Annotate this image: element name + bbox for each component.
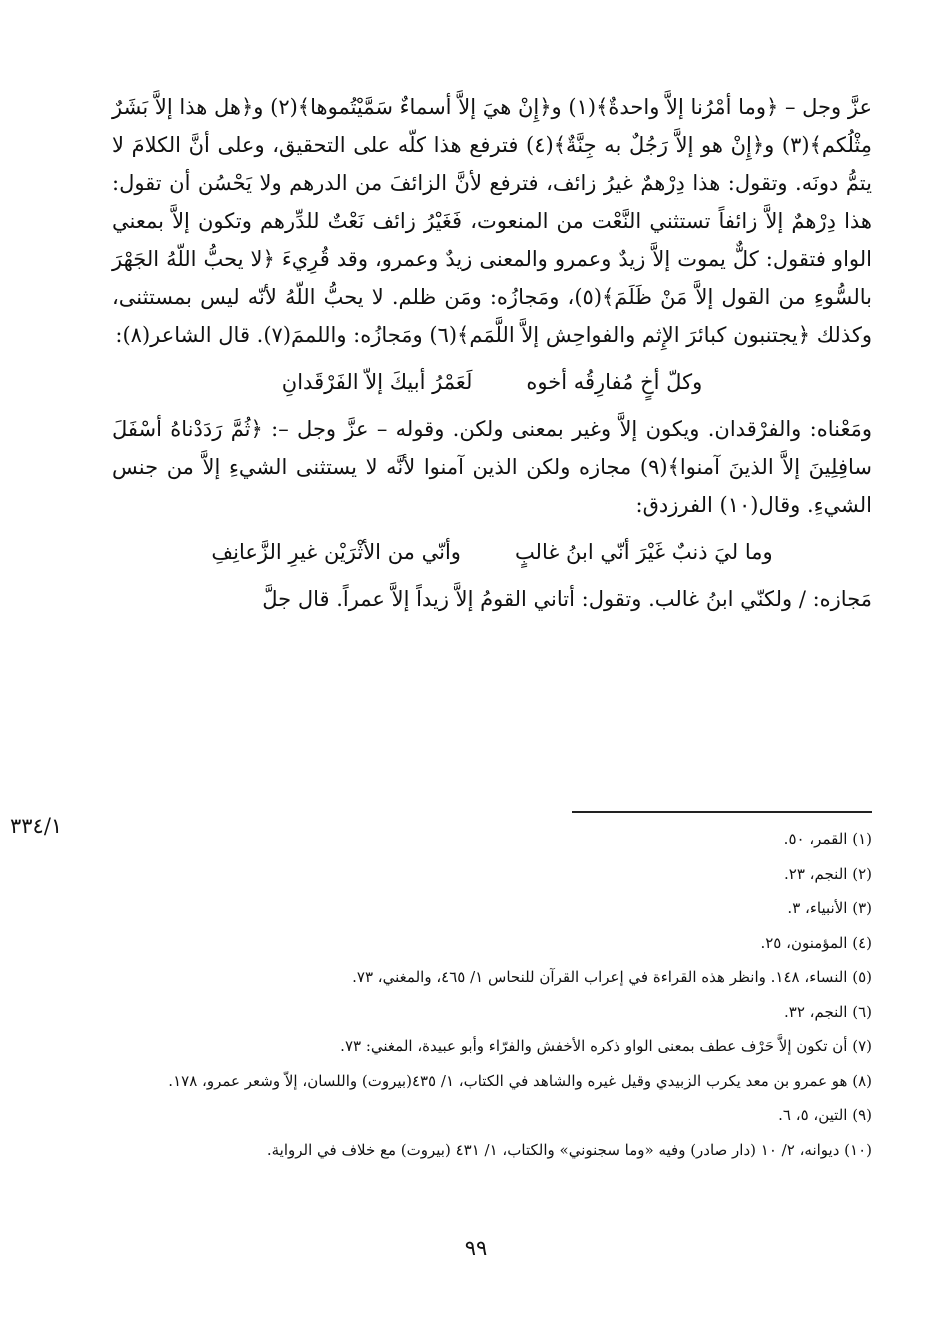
footnote-6: (٦) النجم، ٣٢. <box>784 1002 872 1021</box>
page-number: ٩٩ <box>464 1236 488 1260</box>
verse-1 <box>112 362 872 402</box>
body-paragraph-3: مَجازه: / ولكنّي ابنُ غالب. وتقول: أتاني القومُ إلاَّ زيداً إلاَّ عمراً. قال جلَّ <box>262 587 872 611</box>
footnote-2: (٢) النجم، ٢٣. <box>784 864 872 883</box>
footnote-divider <box>572 811 872 813</box>
footnote-3: (٣) الأنبياء، ٣. <box>787 899 872 917</box>
verse-1-second-hemistich: لَعَمْرُ أبيكَ إلاّ الفَرْقَدانِ <box>281 370 473 394</box>
footnote-1: (١) القمر، ٥٠. <box>783 830 872 848</box>
footnotes-list <box>100 822 872 1167</box>
body-paragraph-2: ومَعْناه: والفرْقدان. ويكون إلاَّ وغير بمعنى ولكن. وقوله – عزَّ وجل –: ﴿ثُمَّ رَدَدْناهُ أسْفَلَ سافِلِينَ إلاَّ الذينَ آمنوا﴾(٩) مجازه ولكن الذين آمنوا لأنَّه لا يستثنى الشيءِ إلاَّ من جنس الشيءِ. وقال(١٠) الفرزدق: <box>112 417 872 517</box>
verse-1-first-hemistich: وكلّ أخٍ مُفارِقُه أخوه <box>526 370 703 394</box>
footnote-7: (٧) أن تكون إلاَّ حَرْف عطف بمعنى الواو ذكره الأخفش والفرّاء وأبو عبيدة، المغني: ٧٣. <box>340 1037 872 1055</box>
verse-2-first-hemistich: وما ليَ ذنبٌ غَيْرَ أنّي ابنُ غالبٍ <box>514 540 773 564</box>
footnote-9: (٩) التين، ٥، ٦. <box>778 1106 872 1124</box>
margin-page-reference: ٣٣٤/١ <box>10 814 63 838</box>
footnote-4: (٤) المؤمنون، ٢٥. <box>760 933 872 952</box>
verse-2-second-hemistich: وأنّي من الأثْرَيْن غيرِ الزَّعانِفِ <box>211 540 461 564</box>
footnote-5: (٥) النساء، ١٤٨. وانظر هذه القراءة في إعراب القرآن للنحاس ١/ ٤٦٥، والمغني، ٧٣. <box>352 968 872 986</box>
main-text <box>112 88 872 618</box>
body-paragraph-1: عزَّ وجل – ﴿وما أمْرُنا إلاَّ واحدةٌ﴾(١) و﴿إِنْ هيَ إلاَّ أسماءٌ سَمَّيْتُموها﴾(٢) و﴿هل هذا إلاَّ بَشَرٌ مِثْلُكم﴾(٣) و﴿إِنْ هو إلاَّ رَجُلٌ به جِنَّةٌ﴾(٤) فترفع هذا كلّه على التحقيق، وعلى أنَّ الكلامَ لا يتمُّ دونَه. وتقول: هذا دِرْهمٌ غيرُ زائف، فترفع لأنَّ الزائفَ من الدرهم ولا يَحْسُن أن تقول: هذا دِرْهمٌ إلاَّ زائفاً تستثني النَّعْت من المنعوت، فَغَيْرُ زائف نَعْتٌ للدِّرهم وتكون إلاَّ بمعني الواو فتقول: كلٌّ يموت إلاَّ زيدٌ وعمرو والمعنى زيدٌ وعمرو، وقد قُرِيءَ ﴿لا يحبُّ اللّهُ الجَهْرَ بالسُّوءِ من القول إلاَّ مَنْ ظَلَمَ﴾(٥)، ومَجازُه: ومَن ظلم. لا يحبُّ اللّهُ لأنّه ليس بمستثنى، وكذلك ﴿يجتنبون كبائرَ الإِثم والفواحِش إلاَّ اللَّمَم﴾(٦) ومَجازُه: واللممَ(٧). قال الشاعر(٨): <box>112 95 872 347</box>
verse-2 <box>112 532 872 572</box>
footnote-10: (١٠) ديوانه، ٢/ ١٠ (دار صادر) وفيه «وما سجنوني» والكتاب، ١/ ٤٣١ (بيروت) مع خلاف في الرواية. <box>266 1140 872 1159</box>
footnote-8: (٨) هو عمرو بن معد يكرب الزبيدي وقيل غيره والشاهد في الكتاب، ١/ ٤٣٥(بيروت) واللسان، إلاّ وشعر عمرو، ١٧٨. <box>168 1071 872 1090</box>
